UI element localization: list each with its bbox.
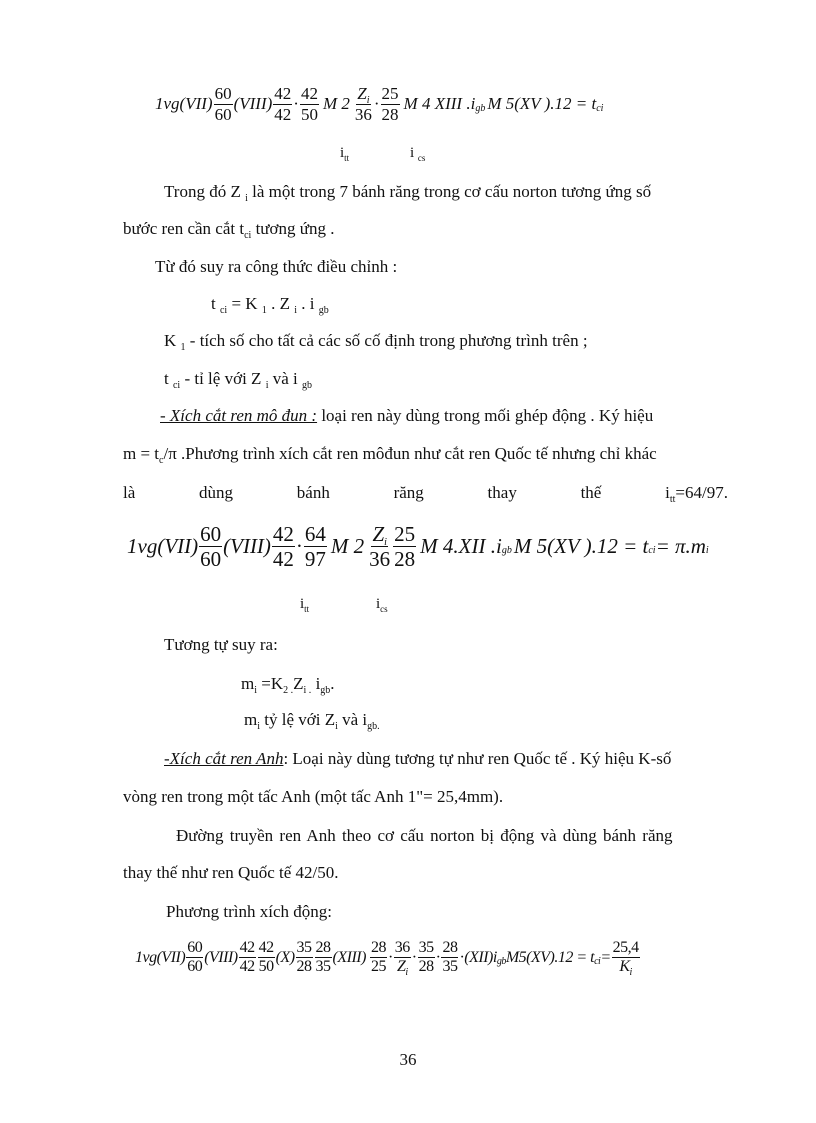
- fraction: 42 42: [274, 84, 292, 124]
- formula-mi-ratio: $m_i$ tỷ lệ với $Z_i$ và $i_{gb.}$: [244, 710, 380, 732]
- paragraph: $m = t_c/\pi$ .Phương trình xích cắt ren môđun như cắt ren Quốc tế nhưng chỉ khác: [123, 444, 657, 466]
- fraction: 28 35: [442, 939, 458, 976]
- paragraph: vòng ren trong một tấc Anh (một tấc Anh 1"= 25,4mm).: [123, 787, 504, 806]
- label-itt: $i_{tt}$: [340, 145, 350, 163]
- fraction: 25 28: [381, 84, 399, 124]
- label-itt: $i_{tt}$: [300, 596, 310, 614]
- paragraph: Trong đó Z $_i$ là một trong 7 bánh răng trong cơ cấu norton tương ứng số: [164, 182, 652, 204]
- fraction: 60 60: [214, 84, 232, 124]
- modul-heading-line: - Xích cắt ren mô đun : loại ren này dùng trong mối ghép động . Ký hiệu: [160, 406, 654, 425]
- label-ics: $i_{cs}$: [376, 596, 388, 614]
- equation-1: 1vg(VII) 60 60 (VIII) 42 42 · 42 50 M 2 $Z_i$ 36 · 25 28 M 4 XIII .i gb M 5(XV ).12 = t ci: [155, 84, 604, 124]
- label-ics: i $_{cs}$: [410, 145, 426, 163]
- formula-mi: $m_i =K_{2 .}Z_{i .}$ $i_{gb}$.: [241, 674, 335, 696]
- definition-tci: t $_{ci}$ - tỉ lệ với Z $_i$ và i $_{gb}$: [164, 369, 312, 391]
- equation-2: 1vg(VII) 60 60 (VIII) 42 42 · 64 97 M 2 Zi 36 25 28 M 4.XII .i gb M 5(XV ).12 = t ci = π.m i: [127, 522, 709, 572]
- fraction: 42 42: [272, 522, 294, 572]
- fraction: 60 60: [200, 522, 222, 572]
- anh-heading-line: -Xích cắt ren Anh: Loại này dùng tương tự như ren Quốc tế . Ký hiệu K-số: [164, 749, 672, 768]
- fraction: 28 25: [370, 939, 386, 976]
- paragraph: thay thế như ren Quốc tế 42/50.: [123, 863, 339, 882]
- definition-k1: K $_1$ - tích số cho tất cả các số cố định trong phương trình trên ;: [164, 331, 588, 353]
- paragraph: bước ren cần cắt $t_{ci}$ tương ứng .: [123, 219, 335, 241]
- fraction: 42 50: [300, 84, 318, 124]
- paragraph: Tương tự suy ra:: [164, 635, 278, 654]
- fraction: $\frac{25,4}{K_i}$: [612, 939, 639, 979]
- fraction: 35 28: [296, 939, 312, 976]
- fraction: 35 28: [418, 939, 434, 976]
- fraction: 60 60: [187, 939, 203, 976]
- fraction: 28 35: [315, 939, 331, 976]
- fraction: 36 $Z_i$: [394, 939, 410, 979]
- paragraph: Phương trình xích động:: [166, 902, 333, 921]
- fraction: Zi 36: [369, 522, 391, 572]
- fraction: 25 28: [394, 522, 416, 572]
- paragraph: Từ đó suy ra công thức điều chỉnh :: [155, 257, 398, 276]
- formula-tci: t $_{ci}$ = K $_1$ . Z $_i$ . i $_{gb}$: [211, 294, 329, 316]
- equation-3: 1vg(VII) 60 60 (VIII) 42 42 42 50 (X) 35 28 28 35 (XIII) 28 25 · 36 $Z_i$ · 35 28 · 28 35 · (XII)i gb M5(XV).12 = t ci = $\frac{25,4}{K_i}$: [135, 939, 639, 979]
- fraction: 42 50: [258, 939, 274, 976]
- page-number: 36: [399, 1050, 417, 1069]
- fraction: 64 97: [304, 522, 326, 572]
- fraction: $Z_i$ 36: [354, 84, 372, 124]
- paragraph: Đường truyền ren Anh theo cơ cấu norton bị động và dùng bánh răng: [176, 826, 673, 845]
- justified-line: là dùng bánh răng thay thế $i_{tt}=64/97$.: [123, 483, 728, 505]
- fraction: 42 42: [239, 939, 255, 976]
